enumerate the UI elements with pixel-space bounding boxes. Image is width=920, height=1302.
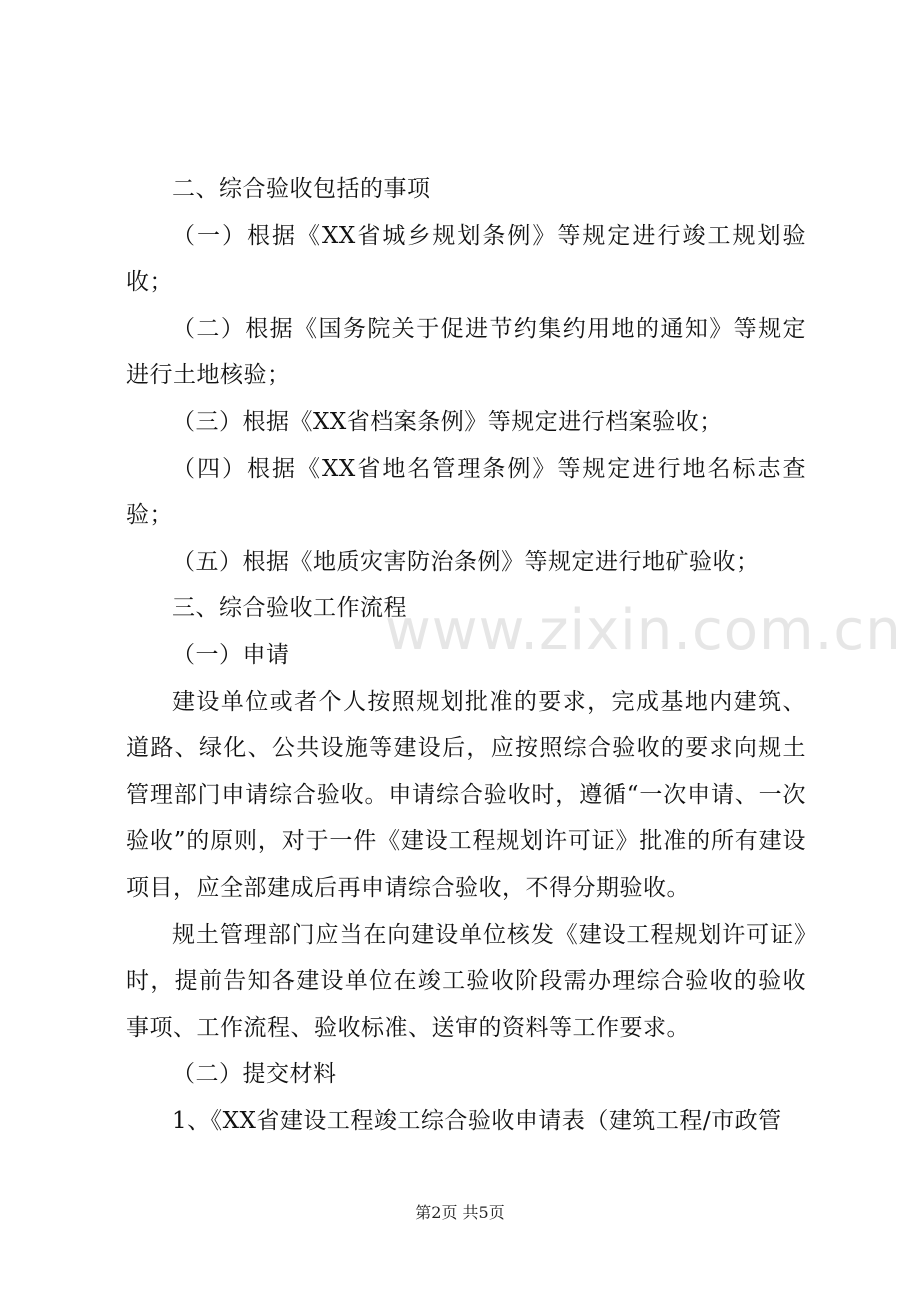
subsection-heading: （一）申请 [172, 641, 290, 668]
list-item: （三）根据《XX省档案条例》等规定进行档案验收； [172, 408, 723, 435]
list-item: （四）根据《XX省地名管理条例》等规定进行地名标志查验； [126, 455, 806, 529]
list-item: （一）根据《XX省城乡规划条例》等规定进行竣工规划验收； [126, 222, 806, 296]
section-heading: 二、综合验收包括的事项 [172, 176, 431, 202]
body-paragraph: 规土管理部门应当在向建设单位核发《建设工程规划许可证》时，提前告知各建设单位在竣工验收阶段需办理综合验收的验收事项、工作流程、验收标准、送审的资料等工作要求。 [126, 921, 806, 1041]
subsection-heading: （二）提交材料 [172, 1061, 337, 1088]
list-item: （五）根据《地质灾害防治条例》等规定进行地矿验收； [172, 548, 760, 575]
list-item: （二）根据《国务院关于促进节约集约用地的通知》等规定进行土地核验； [126, 315, 806, 389]
page-number: 第2页 共5页 [415, 1203, 505, 1222]
document-body [126, 166, 806, 1144]
section-heading: 三、综合验收工作流程 [172, 595, 407, 622]
body-paragraph: 建设单位或者个人按照规划批准的要求，完成基地内建筑、道路、绿化、公共设施等建设后，应按照综合验收的要求向规土管理部门申请综合验收。申请综合验收时，遵循“一次申请、一次验收”的原则，对于一件《建设工程规划许可证》批准的所有建设项目，应全部建成后再申请综合验收，不得分期验收。 [126, 688, 806, 901]
list-item: 1、《XX省建设工程竣工综合验收申请表（建筑工程/市政管 [172, 1107, 782, 1134]
watermark-text: www.zixin.com.cn [385, 598, 902, 663]
